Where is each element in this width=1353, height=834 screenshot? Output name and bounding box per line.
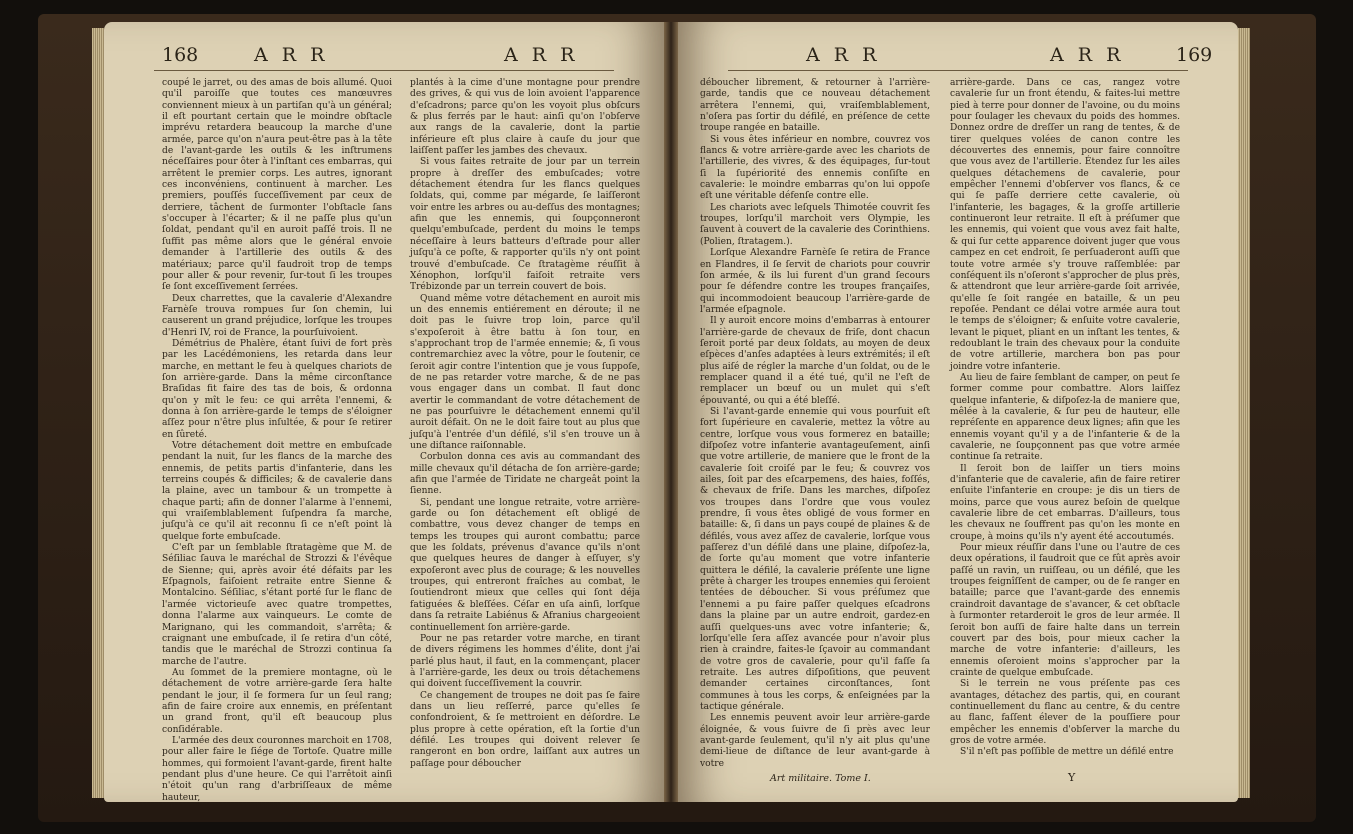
text-column-1 xyxy=(162,78,392,802)
footer-title: Art militaire. Tome I. xyxy=(770,773,871,784)
paragraph: Démétrius de Phalère, étant ſuivi de fort près par les Lacédémoniens, les retarda dans leur marche, en mettant le feu à quelques chariots de ſon arrière-garde. Dans la même circonſtance Braſidas fit faire des tas de bois, & ordonna qu'on y mît le feu: ce qui arrêta l'ennemi, & donna à ſon arrière-garde le temps de s'éloigner aſſez pour n'être plus inſultée, & pour ſe retirer en ſûreté. xyxy=(162,338,392,440)
paragraph: Il ſeroit bon de laiſſer un tiers moins d'infanterie que de cavalerie, afin de faire retirer enſuite l'infanterie en croupe: je dis un tiers de moins, parce que vous aurez beſoin de quelque cavalerie libre de cet embarras. D'ailleurs, tous les chevaux ne ſouffrent pas qu'on les monte en croupe, à moins qu'ils n'y ayent été accoutumés. xyxy=(950,463,1180,542)
header-rule xyxy=(728,70,1188,71)
paragraph: plantés à la cime d'une montagne pour prendre des grives, & qui vus de loin avoient l'apparence d'eſcadrons; parce qu'on les voyoit plus obſcurs & plus ferrés par le haut: ainſi qu'on l'obſerve aux rangs de la cavalerie, dont la partie inférieure eſt plus claire à cauſe du jour que laiſſent paſſer les jambes des chevaux. xyxy=(410,78,640,157)
paragraph: Si l'avant-garde ennemie qui vous pourſuit eſt fort ſupérieure en cavalerie, mettez la vôtre au centre, lorſque vous vous formerez en bataille; diſpoſez votre infanterie avantageuſement, ainſi que votre artillerie, de maniere que le front de la cavalerie ſoit croiſé par le feu; & couvrez vos ailes, ſoit par des eſcarpemens, des haies, foſſés, & chevaux de friſe. Dans les marches, diſpoſez vos troupes dans l'ordre que vous voulez prendre, ſi vous êtes obligé de vous former en bataille: &, ſi dans un pays coupé de plaines & de défilés, vous avez aſſez de cavalerie, lorſque vous paſſerez d'un défilé dans une plaine, diſpoſez-la, de ſorte qu'au moment que votre infanterie quittera le défilé, la cavalerie préſente une ligne prête à charger les troupes ennemies qui ſeroient tentées de déboucher. Si vous préſumez que l'ennemi a pu faire paſſer quelques eſcadrons dans la plaine par un autre endroit, gardez-en auſſi quelques-uns avec votre infanterie; &, lorſqu'elle ſera aſſez avancée pour n'avoir plus rien à craindre, faites-le ſçavoir au commandant de votre gros de cavalerie, pour qu'il faſſe ſa retraite. Les autres diſpoſitions, que peuvent demander certaines circonſtances, ſont communes à tous les corps, & enſeignées par la tactique générale. xyxy=(700,406,930,712)
paragraph: arrière-garde. Dans ce cas, rangez votre cavalerie ſur un front étendu, & faites-lui mettre pied à terre pour donner de l'avoine, ou du moins pour ſoulager les chevaux du poids des hommes. Donnez ordre de dreſſer un rang de tentes, & de tirer quelques volées de canon contre les découvertes des ennemis, pour faire connoître que vous avez de l'artillerie. Étendez ſur les ailes quelques détachemens de cavalerie, pour empêcher l'ennemi d'obſerver vos flancs, & ce qui ſe paſſe derriere cette cavalerie, où l'infanterie, les bagages, & la groſſe artillerie continueront leur retraite. Il eſt à préſumer que les ennemis, qui voient que vous avez fait halte, & qui ſur cette apparence doivent juger que vous campez en cet endroit, ſe perſuaderont auſſi que toute votre armée s'y trouve raſſemblée: par conſéquent ils n'oſeront s'approcher de plus près, & attendront que leur arrière-garde ſoit arrivée, qu'elle ſe ſoit rangée en bataille, & un peu repoſée. Pendant ce délai votre armée aura tout le temps de s'éloigner; & enſuite votre cavalerie, levant le piquet, pliant en un inſtant les tentes, & redoublant le train des chevaux pour la conduite de votre artillerie, marchera bon pas pour joindre votre infanterie. xyxy=(950,78,1180,372)
right-page xyxy=(678,22,1238,802)
paragraph: Si vous êtes inférieur en nombre, couvrez vos flancs & votre arrière-garde avec les chariots de l'artillerie, des vivres, & des équipages, ſur-tout ſi la ſupériorité des ennemis conſiſte en cavalerie: le moindre embarras qu'on lui oppoſe eſt une véritable défenſe contre elle. xyxy=(700,134,930,202)
paragraph: Votre détachement doit mettre en embuſcade pendant la nuit, ſur les flancs de la marche des ennemis, de petits partis d'infanterie, dans les terreins coupés & difficiles; & de cavalerie dans la plaine, avec un tambour & un trompette à chaque parti; afin de donner l'alarme à l'ennemi, qui vraiſemblablement ſuſpendra ſa marche, juſqu'à ce qu'il ait reconnu ſi ce n'eſt point là quelque forte embuſcade. xyxy=(162,441,392,542)
paragraph: Si vous faites retraite de jour par un terrein propre à dreſſer des embuſcades; votre détachement étendra ſur les flancs quelques ſoldats, qui, comme par mégarde, ſe laiſſeront voir entre les arbres ou au-deſſus des montagnes; afin que les ennemis, qui ſoupçonneront quelqu'embuſcade, perdent du moins le temps néceſſaire à leurs batteurs d'eſtrade pour aller juſqu'à ce poſte, & rapporter qu'ils n'y ont point trouvé d'embuſcade. Ce ſtratagème réuſſit à Xénophon, lorſqu'il faiſoit retraite vers Trébizonde par un terrein couvert de bois. xyxy=(410,157,640,293)
paragraph: Pour ne pas retarder votre marche, en tirant de divers régimens les hommes d'élite, dont j'ai parlé plus haut, il faut, en la commençant, placer à l'arrière-garde, les deux ou trois détachemens qui doivent ſucceſſivement la couvrir. xyxy=(410,633,640,690)
paragraph: Corbulon donna ces avis au commandant des mille chevaux qu'il détacha de ſon arrière-garde; afin que l'armée de Tiridate ne chargeât point la ſienne. xyxy=(410,452,640,497)
running-head-right: A R R xyxy=(1050,44,1125,66)
signature-mark: Y xyxy=(1068,771,1076,784)
paragraph: Les ennemis peuvent avoir leur arrière-garde éloignée, & vous ſuivre de ſi près avec leur avant-garde ſeulement, qu'il n'y ait plus qu'une demi-lieue de diſtance de leur avant-garde à votre xyxy=(700,713,930,769)
left-page xyxy=(104,22,664,802)
paragraph: déboucher librement, & retourner à l'arrière-garde, tandis que ce nouveau détachement arrêtera l'ennemi, qui, vraiſemblablement, n'oſera pas ſortir du défilé, en préſence de cette troupe rangée en bataille. xyxy=(700,78,930,134)
paragraph: Quand même votre détachement en auroit mis un des ennemis entiérement en déroute; il ne doit pas le ſuivre trop loin, parce qu'il s'expoſeroit à être battu à ſon tour, en s'approchant trop de l'armée ennemie; &, ſi vous contremarchiez avec la vôtre, pour le ſoutenir, ce ſeroit agir contre l'intention que je vous ſuppoſe, de ne pas retarder votre marche, & de ne pas vous engager dans un combat. Il faut donc avertir le commandant de votre détachement de ne pas pourſuivre le détachement ennemi qu'il auroit défait. On ne le doit faire tout au plus que juſqu'à l'entrée d'un défilé, s'il s'en trouve un à une diſtance raiſonnable. xyxy=(410,293,640,451)
paragraph: Deux charrettes, que la cavalerie d'Alexandre Farnèſe trouva rompues ſur ſon chemin, lui causerent un grand préjudice, lorſque les troupes d'Henri IV, roi de France, la pourſuivoient. xyxy=(162,293,392,338)
running-head-left: A R R xyxy=(254,44,329,66)
paragraph: Il y auroit encore moins d'embarras à entourer l'arrière-garde de chevaux de friſe, dont chacun ſeroit porté par deux ſoldats, au moyen de deux eſpèces d'anſes adaptées à leurs extrémités; il eſt plus aiſé de régler la marche d'un ſoldat, ou de le remplacer quand il a été tué, qu'il ne l'eſt de remplacer un bœuf ou un mulet qui s'eſt épouvanté, ou qui a été bleſſé. xyxy=(700,316,930,406)
text-column-2 xyxy=(410,78,640,770)
paragraph: Si le terrein ne vous préſente pas ces avantages, détachez des partis, qui, en courant continuellement du flanc au centre, & du centre au flanc, faſſent élever de la pouſſiere pour empêcher les ennemis d'obſerver la marche du gros de votre armée. xyxy=(950,679,1180,746)
book-gutter xyxy=(664,22,678,802)
paragraph: Ce changement de troupes ne doit pas ſe faire dans un lieu reſſerré, parce qu'elles ſe confondroient, & ſe mettroient en déſordre. Le plus propre à cette opération, eſt la ſortie d'un défilé. Les troupes qui doivent relever ſe rangeront en bon ordre, laiſſant aux autres un paſſage pour déboucher xyxy=(410,690,640,769)
paragraph: C'eſt par un ſemblable ſtratagème que M. de Séſiliac ſauva le maréchal de Strozzi & l'évêque de Sienne; qui, après avoir été défaits par les Eſpagnols, faiſoient retraite entre Sienne & Montalcino. Séſiliac, s'étant porté ſur le flanc de l'armée victorieuſe avec quatre trompettes, donna l'alarme aux vainqueurs. Le comte de Marignano, qui les commandoit, s'arrêta; & craignant une embuſcade, il ſe retira d'un côté, tandis que le maréchal de Strozzi continua ſa marche de l'autre. xyxy=(162,543,392,667)
paragraph: Si, pendant une longue retraite, votre arrière-garde ou ſon détachement eſt obligé de combattre, vous devez changer de temps en temps les troupes qui auront combattu; parce que les ſoldats, prévenus d'avance qu'ils n'ont que quelques heures de danger à eſſuyer, s'y expoſeront avec plus de courage; & les nouvelles troupes, qui entreront fraîches au combat, le ſoutiendront mieux que celles qui ſont déja fatiguées & bleſſées. Céſar en uſa ainſi, lorſque dans ſa retraite Labiénus & Afranius chargeoient continuellement ſon arrière-garde. xyxy=(410,497,640,633)
running-head-center: A R R xyxy=(504,44,579,66)
page-number: 168 xyxy=(162,44,199,66)
running-head-center: A R R xyxy=(806,44,881,66)
paragraph: Pour mieux réuſſir dans l'une ou l'autre de ces deux opérations, il faudroit que ce fût après avoir paſſé un ravin, un ruiſſeau, ou un défilé, que les troupes feignîſſent de camper, ou de ſe ranger en bataille; parce que l'avant-garde des ennemis craindroit davantage de s'avancer, & cet obſtacle à ſurmonter retarderoit le gros de leur armée. Il ſeroit bon auſſi de faire halte dans un terrein couvert par des bois, pour mieux cacher la marche de votre infanterie: d'ailleurs, les ennemis oſeroient moins s'approcher par la crainte de quelque embuſcade. xyxy=(950,543,1180,678)
header-rule xyxy=(154,70,614,71)
paragraph: Au lieu de faire ſemblant de camper, on peut ſe former comme pour combattre. Alors laiſſez quelque infanterie, & diſpoſez-la de maniere que, mêlée à la cavalerie, & ſur peu de hauteur, elle repréſente en apparence deux lignes; afin que les ennemis voyant qu'il y a de l'infanterie & de la cavalerie, ne ſoupçonnent pas que votre armée continue ſa retraite. xyxy=(950,372,1180,463)
paragraph: Au ſommet de la premiere montagne, où le détachement de votre arrière-garde ſera halte pendant le jour, il ſe formera ſur un ſeul rang; afin de faire croire aux ennemis, en préſentant un grand front, qu'il eſt beaucoup plus conſidérable. xyxy=(162,667,392,735)
page-edges-right xyxy=(1238,28,1250,798)
paragraph: coupé le jarret, ou des amas de bois allumé. Quoi qu'il paroiſſe que toutes ces manœuvres conviennent mieux à un partiſan qu'à un général; il eſt pourtant certain que le moindre obſtacle imprévu retardera beaucoup la marche d'une armée, parce qu'on n'aura peut-être pas à la tête de l'avant-garde les outils & les inſtrumens néceſſaires pour ôter à l'inſtant ces embarras, qui arrêtent le premier corps. Les autres, ignorant ces inconvéniens, continuent à marcher. Les premiers, pouſſés ſucceſſivement par ceux de derriere, tâchent de ſurmonter l'obſtacle ſans s'occuper à l'écarter; & il ne paſſe plus qu'un ſoldat, pendant qu'il en auroit paſſé trois. Il ne ſuffit pas même alors que le général envoie demander à l'artillerie des outils & des matériaux; parce qu'il faudroit trop de temps pour aller & pour revenir, ſur-tout ſi les troupes ſe ſont exceſſivement ſerrées. xyxy=(162,78,392,293)
paragraph: S'il n'eſt pas poſſible de mettre un défilé entre xyxy=(960,747,1174,758)
paragraph: Lorſque Alexandre Farnèſe ſe retira de France en Flandres, il ſe ſervit de chariots pour couvrir ſon armée, & ils lui furent d'un grand ſecours pour ſe défendre contre les troupes françaiſes, qui incommodoient beaucoup l'arrière-garde de l'armée eſpagnole. xyxy=(700,248,930,315)
page-number: 169 xyxy=(1176,44,1213,66)
paragraph: L'armée des deux couronnes marchoit en 1708, pour aller faire le ſiége de Tortoſe. Quatre mille hommes, qui formoient l'avant-garde, firent halte pendant plus d'une heure. Ce qui l'arrêtoit ainſi n'étoit qu'un rang d'arbriſſeaux de même hauteur, xyxy=(162,735,392,802)
text-column-2 xyxy=(950,78,1180,759)
paragraph: Les chariots avec leſquels Thimotée couvrit ſes troupes, lorſqu'il marchoit vers Olympie, les ſauvent à couvert de la cavalerie des Corinthiens. (Polien, ſtratagem.). xyxy=(700,202,930,247)
text-column-1 xyxy=(700,78,930,770)
page-edges-left xyxy=(92,28,104,798)
